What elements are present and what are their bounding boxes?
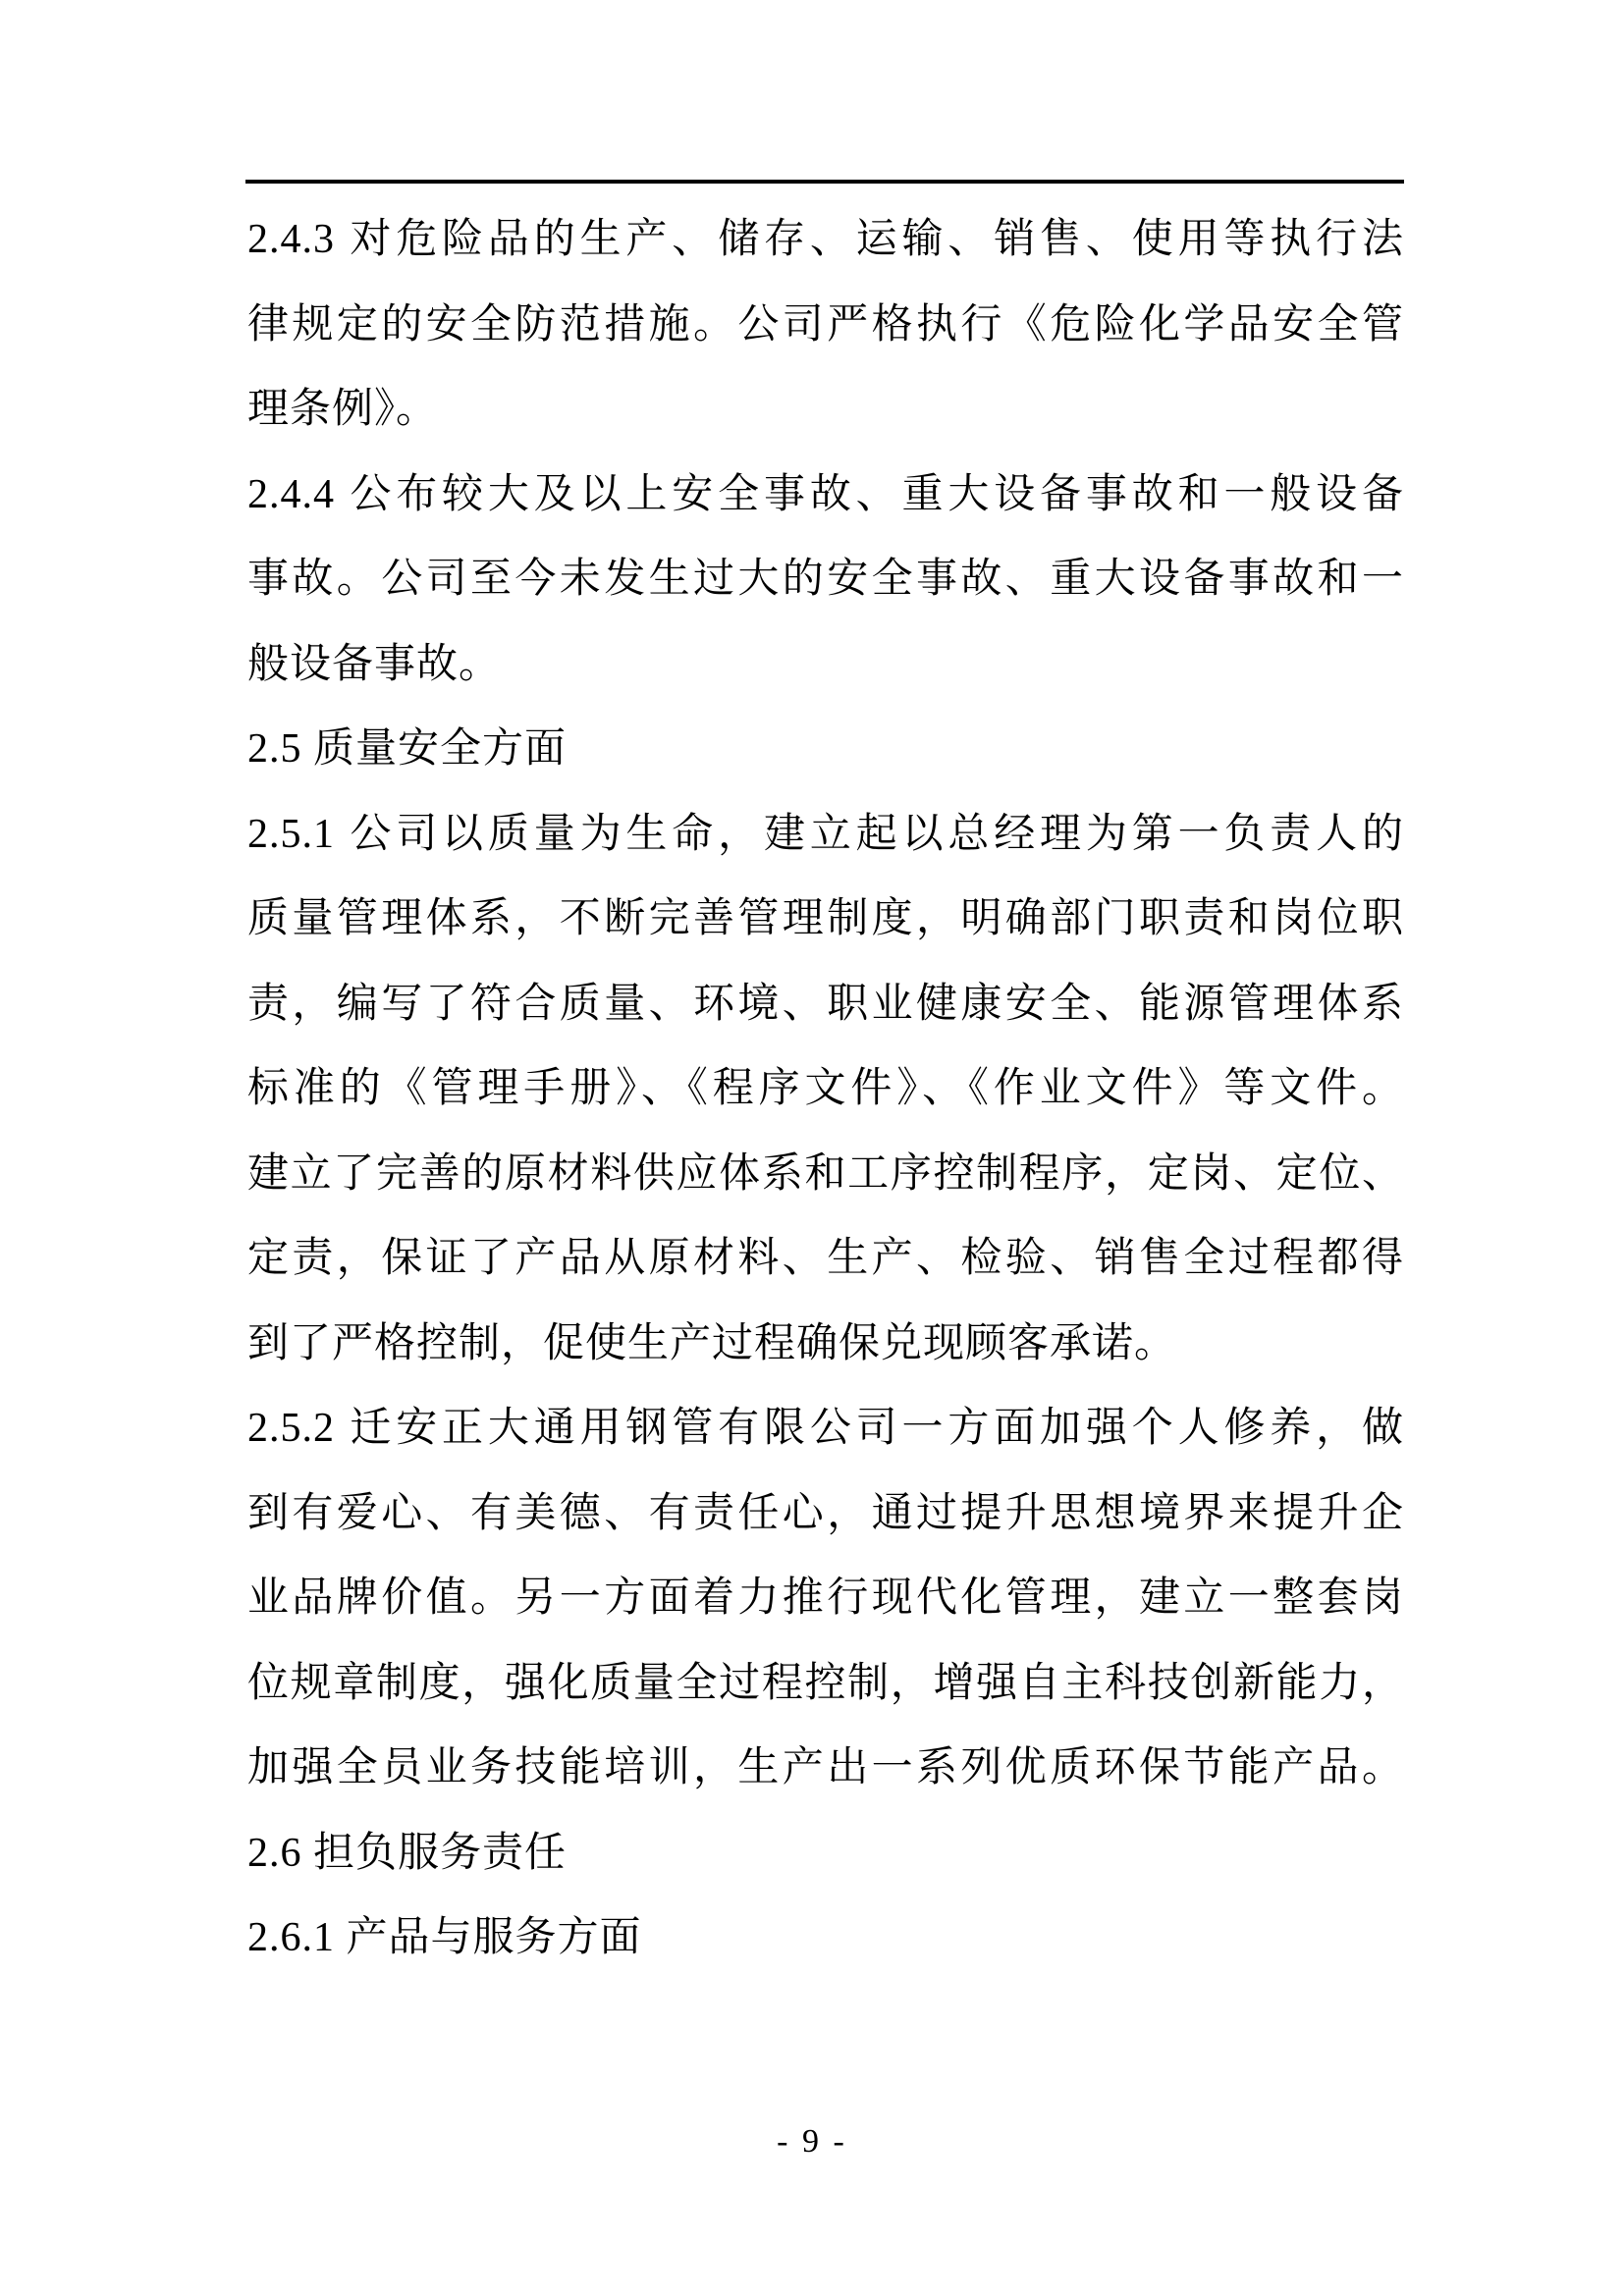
text-line: 到了严格控制，促使生产过程确保兑现顾客承诺。 bbox=[247, 1320, 1177, 1366]
text-line: 标准的《管理手册》、《程序文件》、《作业文件》等文件。 bbox=[247, 1066, 1404, 1111]
text-line: 律规定的安全防范措施。公司严格执行《危险化学品安全管 bbox=[247, 301, 1404, 347]
page-number: - 9 - bbox=[777, 2123, 847, 2160]
text-line: 建立了完善的原材料供应体系和工序控制程序，定岗、定位、 bbox=[247, 1150, 1404, 1197]
header-separator-line bbox=[245, 180, 1404, 184]
text-line: 2.6 担负服务责任 bbox=[247, 1830, 568, 1876]
body-text bbox=[247, 197, 1404, 1981]
text-line: 2.5.2 迁安正大通用钢管有限公司一方面加强个人修养，做 bbox=[247, 1406, 1404, 1451]
text-line: 定责，保证了产品从原材料、生产、检验、销售全过程都得 bbox=[247, 1236, 1404, 1281]
text-line: 质量管理体系，不断完善管理制度，明确部门职责和岗位职 bbox=[247, 896, 1404, 941]
text-line: 业品牌价值。另一方面着力推行现代化管理，建立一整套岗 bbox=[247, 1575, 1404, 1621]
text-line: 到有爱心、有美德、有责任心，通过提升思想境界来提升企 bbox=[247, 1490, 1404, 1536]
text-line: 2.6.1 产品与服务方面 bbox=[247, 1915, 642, 1960]
text-line: 理条例》。 bbox=[247, 387, 439, 432]
text-line: 加强全员业务技能培训，生产出一系列优质环保节能产品。 bbox=[247, 1745, 1404, 1790]
text-line: 事故。公司至今未发生过大的安全事故、重大设备事故和一 bbox=[247, 557, 1404, 602]
text-line: 般设备事故。 bbox=[247, 641, 502, 687]
text-line: 2.4.3 对危险品的生产、储存、运输、销售、使用等执行法 bbox=[247, 217, 1404, 262]
text-line: 2.5.1 公司以质量为生命，建立起以总经理为第一负责人的 bbox=[247, 811, 1404, 857]
text-line: 2.4.4 公布较大及以上安全事故、重大设备事故和一般设备 bbox=[247, 471, 1404, 517]
text-line: 位规章制度，强化质量全过程控制，增强自主科技创新能力， bbox=[247, 1660, 1404, 1706]
text-line: 2.5 质量安全方面 bbox=[247, 726, 568, 772]
text-line: 责，编写了符合质量、环境、职业健康安全、能源管理体系 bbox=[247, 981, 1404, 1027]
